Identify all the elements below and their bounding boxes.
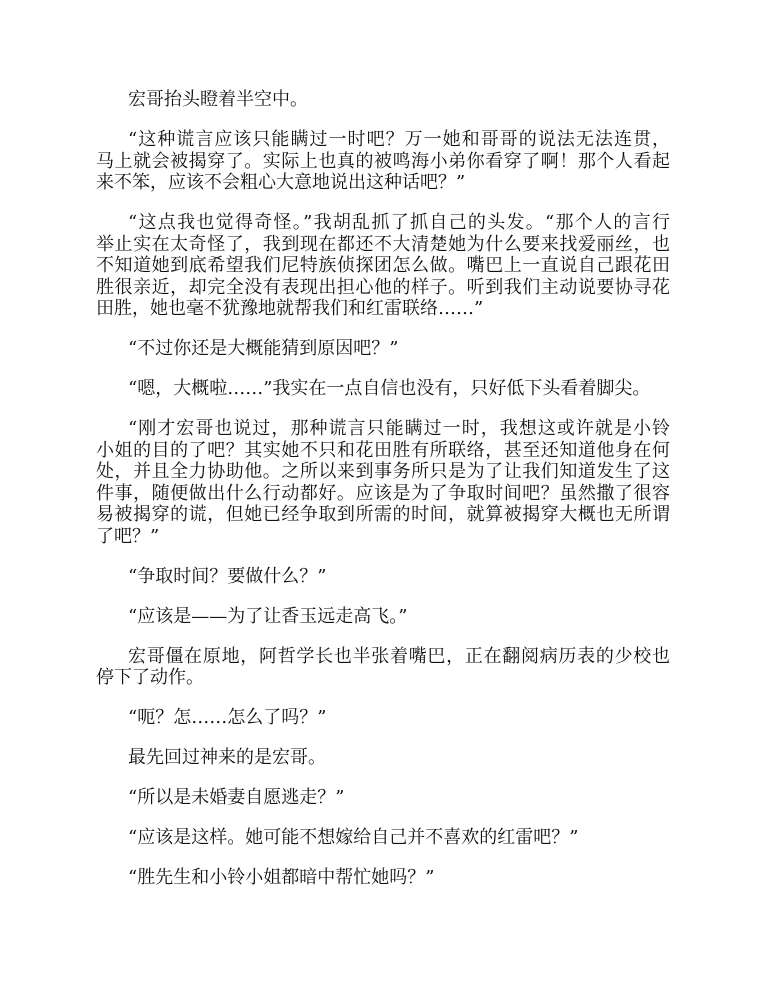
text-line: “争取时间？要做什么？” <box>128 565 327 587</box>
text-line: “所以是未婚妻自愿逃走？” <box>128 787 345 808</box>
text-line: “嗯，大概啦……”我实在一点自信也没有，只好低下头看着脚尖。 <box>128 378 651 399</box>
paragraph <box>96 129 670 194</box>
paragraph <box>96 418 670 547</box>
paragraph <box>96 827 670 849</box>
text-line: “胜先生和小铃小姐都暗中帮忙她吗？” <box>128 867 435 888</box>
text-line: 了吧？” <box>96 525 160 547</box>
text-line: 马上就会被揭穿了。实际上也真的被鸣海小弟你看穿了啊！那个人看起 <box>96 150 670 172</box>
text-line: “刚才宏哥也说过，那种谎言只能瞒过一时，我想这或许就是小铃 <box>128 418 670 439</box>
paragraph <box>96 646 670 689</box>
text-line: “应该是——为了让香玉远走高飞。” <box>128 605 408 627</box>
paragraph <box>96 787 670 809</box>
paragraph <box>96 867 670 889</box>
paragraph <box>96 212 670 320</box>
text-line: “不过你还是大概能猜到原因吧？” <box>128 338 399 359</box>
paragraph <box>96 89 670 111</box>
text-line: “这种谎言应该只能瞒过一时吧？万一她和哥哥的说法无法连贯， <box>128 129 670 150</box>
text-line: “应该是这样。她可能不想嫁给自己并不喜欢的红雷吧？” <box>128 827 579 848</box>
paragraph <box>96 747 670 769</box>
text-line: 举止实在太奇怪了，我到现在都还不大清楚她为什么要来找爱丽丝，也 <box>96 233 670 255</box>
paragraph <box>96 378 670 400</box>
text-line: 胜很亲近，却完全没有表现出担心他的样子。听到我们主动说要协寻花 <box>96 276 670 298</box>
text-line: “呃？怎……怎么了吗？” <box>128 707 327 728</box>
text-line: “这点我也觉得奇怪。”我胡乱抓了抓自己的头发。“那个人的言行 <box>128 212 670 233</box>
document-body <box>96 89 670 907</box>
paragraph <box>96 707 670 729</box>
text-line: 宏哥僵在原地，阿哲学长也半张着嘴巴，正在翻阅病历表的少校也 <box>128 645 670 667</box>
text-line: 处，并且全力协助他。之所以来到事务所只是为了让我们知道发生了这 <box>96 461 670 482</box>
text-line: 不知道她到底希望我们尼特族侦探团怎么做。嘴巴上一直说自己跟花田 <box>96 255 670 276</box>
text-line: 件事，随便做出什么行动都好。应该是为了争取时间吧？虽然撒了很容 <box>96 482 670 504</box>
text-line: 小姐的目的了吧？其实她不只和花田胜有所联络，甚至还知道他身在何 <box>96 439 670 461</box>
text-line: 最先回过神来的是宏哥。 <box>128 747 326 768</box>
text-line: 停下了动作。 <box>96 667 204 688</box>
paragraph <box>96 338 670 360</box>
paragraph <box>96 606 670 628</box>
text-line: 来不笨，应该不会粗心大意地说出这种话吧？” <box>96 172 466 193</box>
text-line: 宏哥抬头瞪着半空中。 <box>128 89 308 110</box>
text-line: 田胜，她也毫不犹豫地就帮我们和红雷联络……” <box>96 298 484 319</box>
paragraph <box>96 566 670 588</box>
text-line: 易被揭穿的谎，但她已经争取到所需的时间，就算被揭穿大概也无所谓 <box>96 504 670 525</box>
